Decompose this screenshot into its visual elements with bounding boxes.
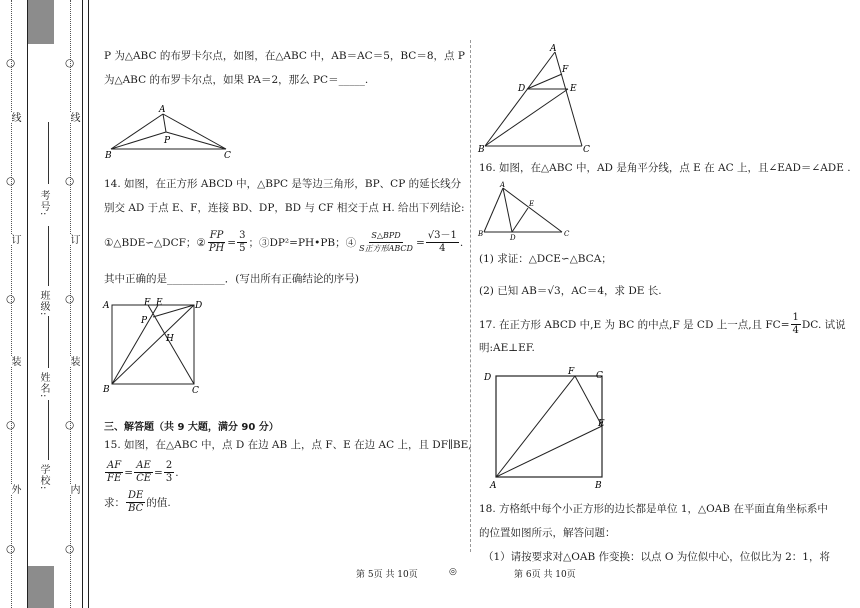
field-banji-line[interactable]: [48, 226, 49, 286]
fraction-1-4: $\frac{1}{4}$: [792, 312, 799, 336]
fraction-3-5: $\frac{3}{5}$: [239, 230, 246, 254]
margin-circle: ○: [65, 57, 75, 69]
svg-text:D: D: [484, 373, 492, 383]
svg-text:A: A: [550, 44, 557, 54]
q14-eq1: =: [227, 236, 237, 249]
fig13-label-A: A: [159, 105, 166, 115]
svg-text:B: B: [103, 385, 110, 395]
q17-line1: 17. 在正方形 ABCD 中,E 为 BC 的中点,F 是 CD 上一点,且 FC= $\frac{1}{4}$ DC. 试说: [479, 312, 846, 336]
margin-circle: ○: [65, 419, 75, 431]
seal-char-ding-outer: 订: [9, 234, 20, 245]
q16-line1: 16. 如图，在△ABC 中，AD 是角平分线，点 E 在 AC 上，且∠EAD＝∠ADE .: [479, 162, 851, 174]
margin-circle: ○: [6, 419, 16, 431]
q14-eq2: =: [415, 236, 425, 249]
svg-text:A: A: [490, 481, 497, 491]
q18-line1: 18. 方格纸中每个小正方形的边长都是单位 1，△OAB 在平面直角坐标系中: [479, 503, 828, 515]
fraction-fp-ph: $\frac{FP}{PH}$: [208, 230, 225, 254]
field-xuexiao: 学校:: [38, 464, 49, 491]
q18-line3: （1）请按要求对△OAB 作变换：以点 O 为位似中心，位似比为 2：1，将: [483, 551, 830, 563]
svg-text:P: P: [141, 316, 148, 326]
svg-text:B: B: [595, 481, 602, 491]
svg-text:C: C: [583, 145, 590, 155]
svg-text:E: E: [156, 298, 163, 308]
svg-text:D: D: [195, 301, 203, 311]
svg-text:C: C: [564, 230, 570, 238]
margin-border-right: [88, 0, 89, 608]
fig13-label-C: C: [224, 151, 231, 161]
figure-q15-triangle: [478, 42, 598, 154]
fraction-2-3: $\frac{2}{3}$: [165, 460, 173, 484]
margin-gray-top: [28, 0, 54, 44]
seal-char-zhuang-outer: 装: [9, 356, 20, 367]
q15-ratio: $\frac{AF}{FE}$ = $\frac{AE}{CE}$ = $\frac{2}{3}$ .: [107, 460, 179, 484]
svg-text:A: A: [500, 181, 506, 189]
fraction-de-bc: $\frac{DE}{BC}$: [128, 490, 144, 514]
q13-line1: P 为△ABC 的布罗卡尔点，如图，在△ABC 中，AB＝AC＝5，BC＝8，点 P: [104, 50, 465, 62]
svg-text:E: E: [598, 419, 605, 429]
q16-part1: (1) 求证：△DCE∽△BCA；: [479, 253, 612, 265]
q14-conclusions: [104, 230, 463, 255]
fraction-ae-ce: $\frac{AE}{CE}$: [136, 460, 152, 484]
figure-q13-triangle: [100, 105, 240, 165]
seal-char-ding-inner: 订: [68, 234, 79, 245]
svg-text:B: B: [478, 230, 484, 238]
svg-text:H: H: [166, 334, 174, 344]
fig15-DF: [527, 74, 562, 89]
svg-text:C: C: [596, 371, 603, 381]
fig14-BE: [112, 305, 158, 384]
field-kaohao: 考号:: [38, 190, 49, 217]
section-3-heading: 三、解答题（共 9 大题，满分 90 分）: [104, 422, 279, 433]
fig13-AB: [111, 114, 163, 149]
fig15-BE: [485, 89, 568, 146]
svg-text:D: D: [510, 234, 516, 242]
fig13-AC: [163, 114, 226, 149]
field-xuexiao-line[interactable]: [48, 400, 49, 460]
q14-line1: 14. 如图，在正方形 ABCD 中，△BPC 是等边三角形，BP、CP 的延长线分: [104, 178, 462, 190]
seal-char-xian-outer: 线: [9, 112, 20, 123]
q15-line1: 15. 如图，在△ABC 中，点 D 在边 AB 上，点 F、E 在边 AC 上，且 DF∥BE,: [104, 439, 472, 451]
svg-text:D: D: [518, 84, 526, 94]
svg-text:B: B: [478, 145, 485, 155]
field-xingming: 姓名:: [38, 372, 49, 399]
q14-line2: 别交 AD 于点 E、F，连接 BD、DP，BD 与 CF 相交于点 H. 给出下列结论:: [104, 202, 465, 214]
fig17-AF: [496, 376, 575, 477]
fig13-PA: [163, 114, 166, 132]
q15-ask: 求： $\frac{DE}{BC}$ 的值.: [104, 490, 171, 514]
figure-q17-square: [482, 366, 612, 491]
seal-char-wai-outer: 外: [9, 484, 20, 495]
figure-q14-square: [100, 296, 210, 396]
q14-line4: 其中正确的是___________．(写出所有正确结论的序号): [104, 273, 359, 285]
fig13-PC: [166, 132, 226, 149]
fraction-sqrt3-4: $\frac{√3-1}{4}$: [427, 230, 457, 254]
q16-part2: (2) 已知 AB＝√3，AC＝4，求 DE 长.: [479, 285, 662, 297]
seal-char-zhuang-inner: 装: [68, 356, 79, 367]
q17-line2: 明:AE⊥EF.: [479, 342, 535, 354]
fig16-AD: [503, 188, 512, 232]
column-divider: [470, 40, 472, 552]
fig13-label-P: P: [164, 136, 171, 146]
seal-char-nei-inner: 内: [68, 484, 79, 495]
margin-circle: ○: [65, 175, 75, 187]
seal-char-xian-inner: 线: [68, 112, 79, 123]
margin-circle: ○: [6, 175, 16, 187]
margin-gray-bottom: [28, 566, 54, 608]
svg-text:A: A: [103, 301, 110, 311]
footer-page-right: 第 6页 共 10页: [514, 570, 576, 580]
fig17-AE: [496, 426, 602, 477]
footer-center-mark: ◎: [449, 567, 457, 577]
fig13-PB: [111, 132, 166, 149]
field-xingming-line[interactable]: [48, 316, 49, 368]
svg-text:E: E: [570, 84, 577, 94]
q14-c3: ；③DP²=PH•PB；④: [248, 236, 357, 249]
margin-circle: ○: [6, 543, 16, 555]
fig16-DE: [512, 208, 528, 232]
q14-end: .: [459, 236, 464, 249]
svg-text:F: F: [568, 367, 575, 377]
fraction-area-ratio: $\frac{\text{S△BPD}}{\text{S正方形ABCD}}$: [359, 231, 413, 253]
field-kaohao-line[interactable]: [48, 122, 49, 184]
svg-text:F: F: [144, 298, 151, 308]
fig13-label-B: B: [105, 151, 112, 161]
q13-line2: 为△ABC 的布罗卡尔点，如果 PA＝2，那么 PC＝_____.: [104, 74, 369, 86]
margin-circle: ○: [65, 293, 75, 305]
fraction-af-fe: $\frac{AF}{FE}$: [107, 460, 122, 484]
field-banji: 班级:: [38, 290, 49, 317]
margin-circle: ○: [6, 57, 16, 69]
margin-circle: ○: [6, 293, 16, 305]
figure-q16-triangle: [476, 180, 576, 242]
margin-circle: ○: [65, 543, 75, 555]
svg-text:E: E: [529, 200, 535, 208]
svg-text:C: C: [192, 386, 199, 396]
footer-page-left: 第 5页 共 10页: [356, 570, 418, 580]
svg-text:F: F: [562, 65, 569, 75]
q18-line2: 的位置如图所示，解答问题：: [479, 527, 616, 539]
q14-c1: ①△BDE∽△DCF；②: [104, 236, 206, 249]
